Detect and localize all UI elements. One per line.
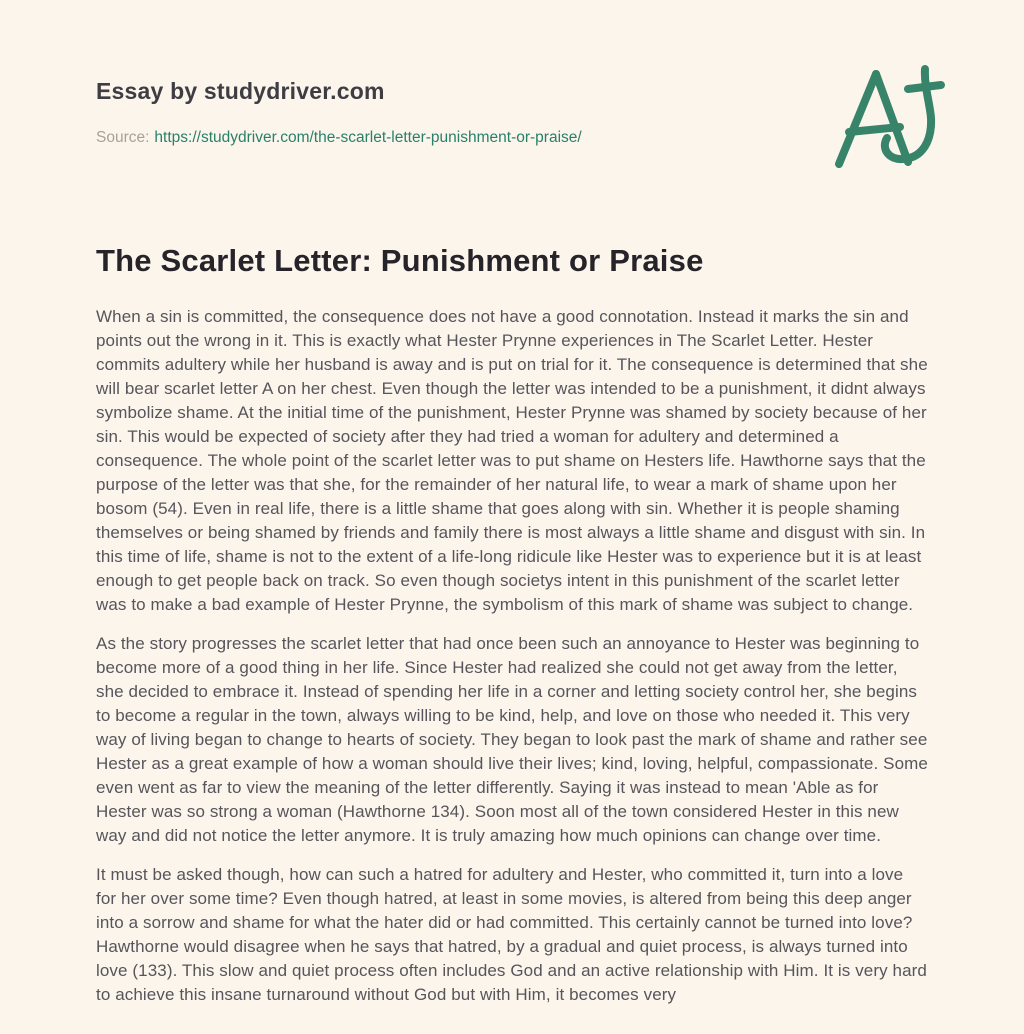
source-label: Source: [96,129,150,146]
byline-heading: Essay by studydriver.com [96,78,385,104]
article-title: The Scarlet Letter: Punishment or Praise [96,243,704,278]
article-paragraph-3: It must be asked though, how can such a hatred for adultery and Hester, who committed it, turn into a love for her over some time? Even though hatred, at least in some movies, is altered from being this deep anger into a sorrow and shame for what the hater did or had committed. This certainly cannot be turned into love? Hawthorne would disagree when he says that hatred, by a gradual and quiet process, is always turned into love (133). This slow and quiet process often includes God and an active relationship with Him. It is very hard to achieve this insane turnaround without God but with Him, it becomes very [96,865,927,1004]
studydriver-a-plus-logo-icon [826,60,948,176]
source-url-link[interactable]: https://studydriver.com/the-scarlet-letter-punishment-or-praise/ [154,129,582,146]
article-body [96,305,928,1007]
article-paragraph-1: When a sin is committed, the consequence does not have a good connotation. Instead it marks the sin and points out the wrong in it. This is exactly what Hester Prynne experiences in The Scarlet Letter. Hester commits adultery while her husband is away and is put on trial for it. The consequence is determined that she will bear scarlet letter A on her chest. Even though the letter was intended to be a punishment, it didnt always symbolize shame. At the initial time of the punishment, Hester Prynne was shamed by society because of her sin. This would be expected of society after they had tried a woman for adultery and determined a consequence. The whole point of the scarlet letter was to put shame on Hesters life. Hawthorne says that the purpose of the letter was that she, for the remainder of her natural life, to wear a mark of shame upon her bosom (54). Even in real life, there is a little shame that goes along with sin. Whether it is people shaming themselves or being shamed by friends and family there is most always a little shame and disgust with sin. In this time of life, shame is not to the extent of a life-long ridicule like Hester was to experience but it is at least enough to get people back on track. So even though societys intent in this punishment of the scarlet letter was to make a bad example of Hester Prynne, the symbolism of this mark of shame was subject to change. [96,307,928,614]
article-paragraph-2: As the story progresses the scarlet letter that had once been such an annoyance to Hester was beginning to become more of a good thing in her life. Since Hester had realized she could not get away from the letter, she decided to embrace it. Instead of spending her life in a corner and letting society control her, she begins to become a regular in the town, always willing to be kind, help, and love on those who needed it. This very way of living began to change to hearts of society. They began to look past the mark of shame and rather see Hester as a great example of how a woman should live their lives; kind, loving, helpful, compassionate. Some even went as far to view the meaning of the letter differently. Saying it was instead to mean 'Able as for Hester was so strong a woman (Hawthorne 134). Soon most all of the town considered Hester in this new way and did not notice the letter anymore. It is truly amazing how much opinions can change over time. [96,634,928,845]
source-row [96,129,928,147]
